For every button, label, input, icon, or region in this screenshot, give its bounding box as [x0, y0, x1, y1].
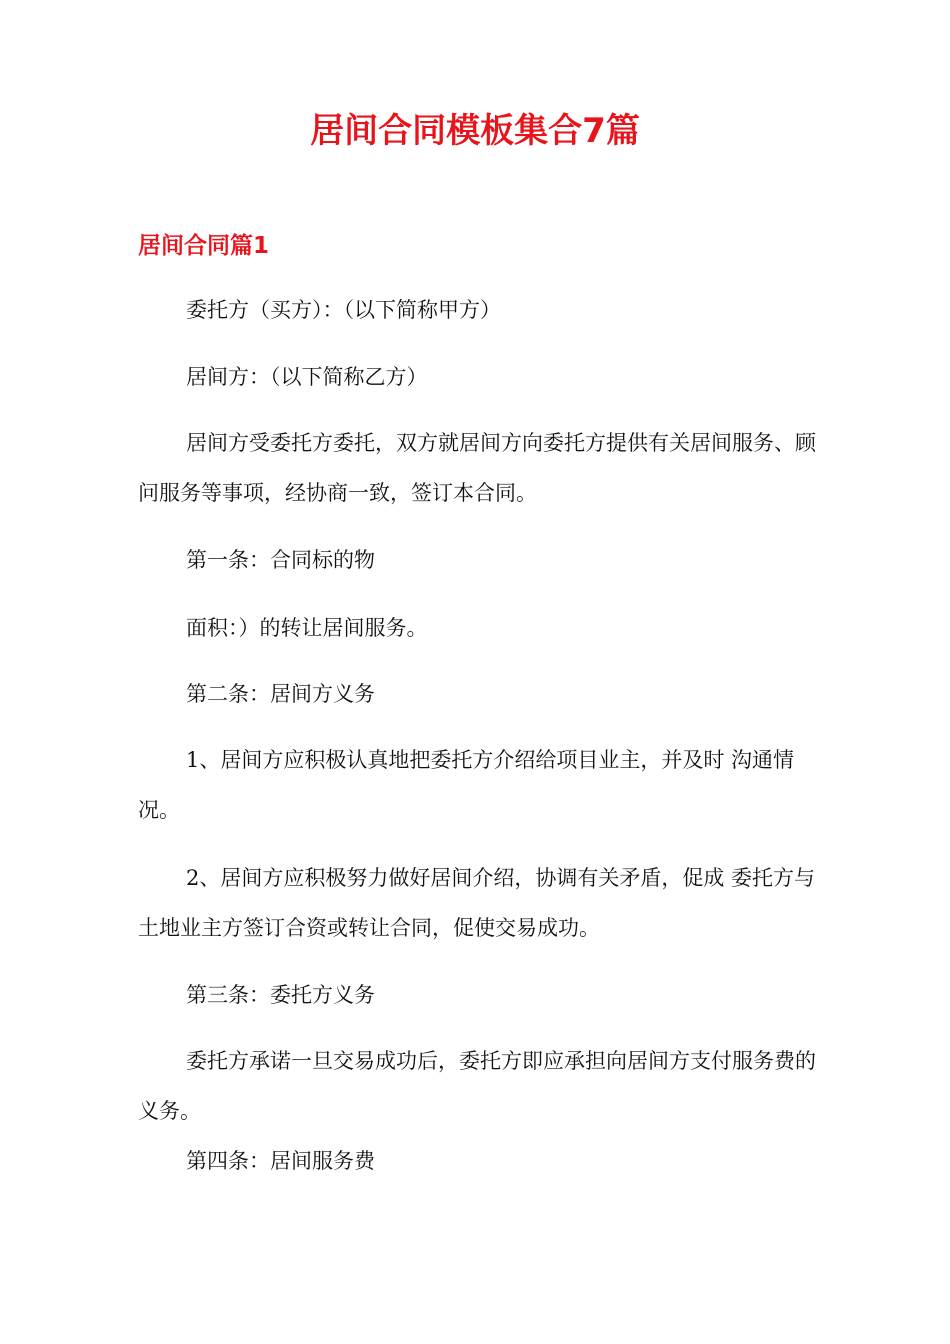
paragraph-article-3: 第三条：委托方义务 [186, 983, 375, 1007]
paragraph-duty-2: 2、居间方应积极努力做好居间介绍，协调有关矛盾，促成 委托方与土地业主方签订合资或转让合同，促使交易成功。 [138, 866, 816, 940]
paragraph-area: 面积：）的转让居间服务。 [186, 616, 428, 640]
paragraph-article-2: 第二条：居间方义务 [186, 682, 375, 706]
paragraph-article-1: 第一条：合同标的物 [186, 548, 375, 572]
document-title: 居间合同模板集合7篇 [310, 111, 640, 151]
paragraph-client: 委托方（买方）：（以下简称甲方） [186, 298, 501, 322]
paragraph-preamble: 居间方受委托方委托，双方就居间方向委托方提供有关居间服务、顾问服务等事项，经协商一致，签订本合同。 [138, 431, 816, 505]
paragraph-article-4: 第四条：居间服务费 [186, 1149, 375, 1173]
section-heading: 居间合同篇1 [138, 233, 270, 259]
paragraph-duty-1: 1、居间方应积极认真地把委托方介绍给项目业主，并及时 沟通情况。 [138, 748, 795, 822]
paragraph-intermediary: 居间方：（以下简称乙方） [186, 365, 428, 389]
paragraph-client-duty: 委托方承诺一旦交易成功后，委托方即应承担向居间方支付服务费的义务。 [138, 1049, 816, 1123]
